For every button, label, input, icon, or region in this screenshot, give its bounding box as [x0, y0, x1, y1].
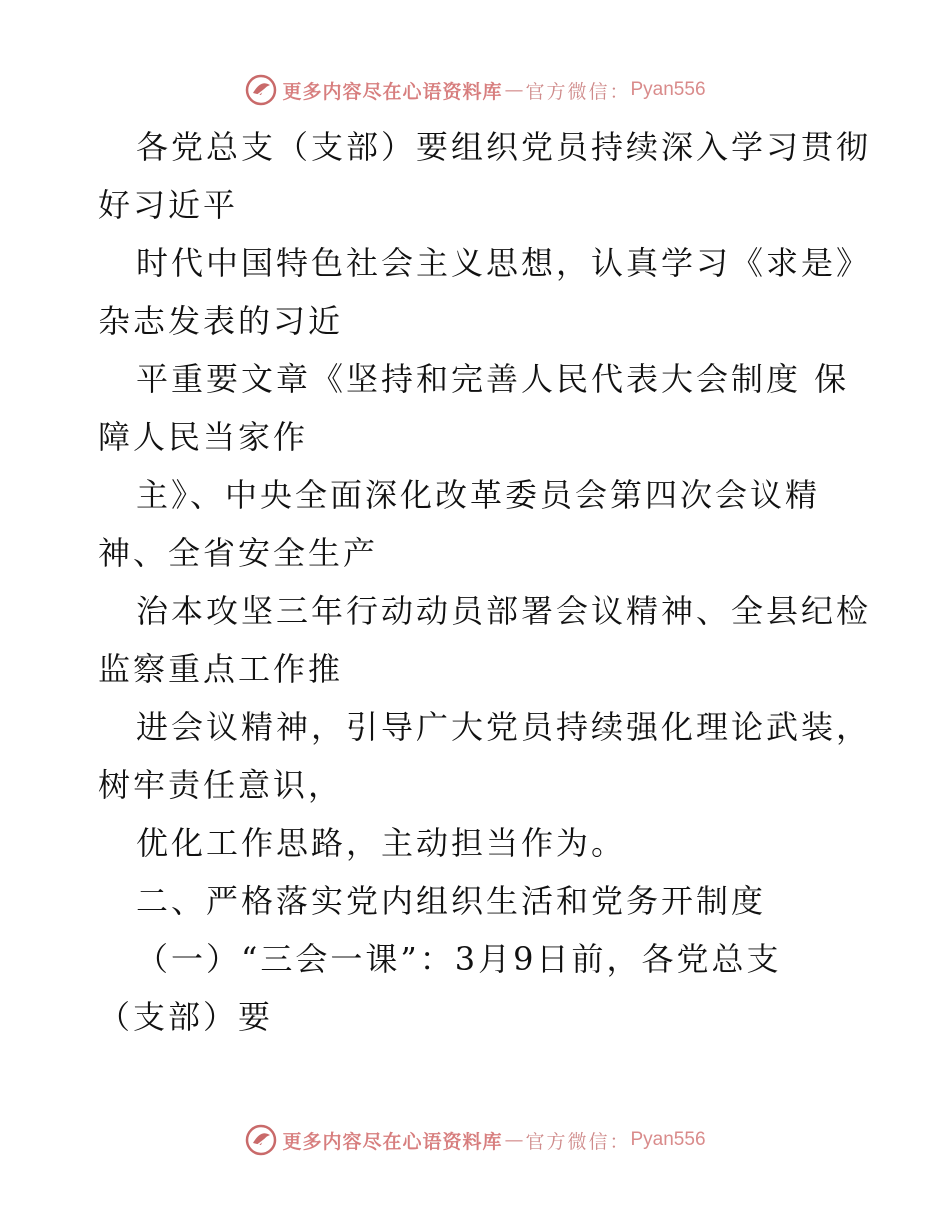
logo-icon	[244, 73, 278, 107]
text-line: 二、严格落实党内组织生活和党务开制度	[136, 882, 767, 920]
text-line: （一）“三会一课”：3月9日前，各党总支	[136, 940, 782, 978]
watermark-label: 官方微信：	[525, 80, 631, 103]
text-line: 治本攻坚三年行动动员部署会议精神、全县纪检	[136, 592, 872, 630]
watermark-wechat-id: Pyan556	[630, 79, 706, 100]
watermark-site-text: 更多内容尽在心语资料库	[282, 80, 503, 103]
text-line: 好习近平	[98, 186, 239, 224]
text-line: 优化工作思路，主动担当作为。	[136, 824, 627, 862]
watermark-separator: —	[504, 79, 524, 101]
footer-watermark	[0, 1120, 950, 1160]
text-line: 树牢责任意识，	[98, 766, 344, 804]
text-line: （支部）要	[98, 998, 274, 1036]
watermark-site-text: 更多内容尽在心语资料库	[282, 1130, 503, 1153]
text-line: 进会议精神，引导广大党员持续强化理论武装，	[136, 708, 872, 746]
text-line: 平重要文章《坚持和完善人民代表大会制度 保	[136, 360, 850, 398]
text-line: 监察重点工作推	[98, 650, 344, 688]
watermark-separator: —	[504, 1129, 524, 1151]
watermark-wechat-id: Pyan556	[630, 1129, 706, 1150]
document-body	[98, 118, 872, 1046]
text-line: 杂志发表的习近	[98, 302, 344, 340]
watermark-label: 官方微信：	[525, 1130, 631, 1153]
logo-icon	[244, 1123, 278, 1157]
text-line: 障人民当家作	[98, 418, 309, 456]
text-line: 各党总支（支部）要组织党员持续深入学习贯彻	[136, 128, 872, 166]
text-line: 时代中国特色社会主义思想，认真学习《求是》	[136, 244, 872, 282]
text-line: 主》、中央全面深化改革委员会第四次会议精	[136, 476, 821, 514]
text-line: 神、全省安全生产	[98, 534, 379, 572]
header-watermark	[0, 70, 950, 110]
